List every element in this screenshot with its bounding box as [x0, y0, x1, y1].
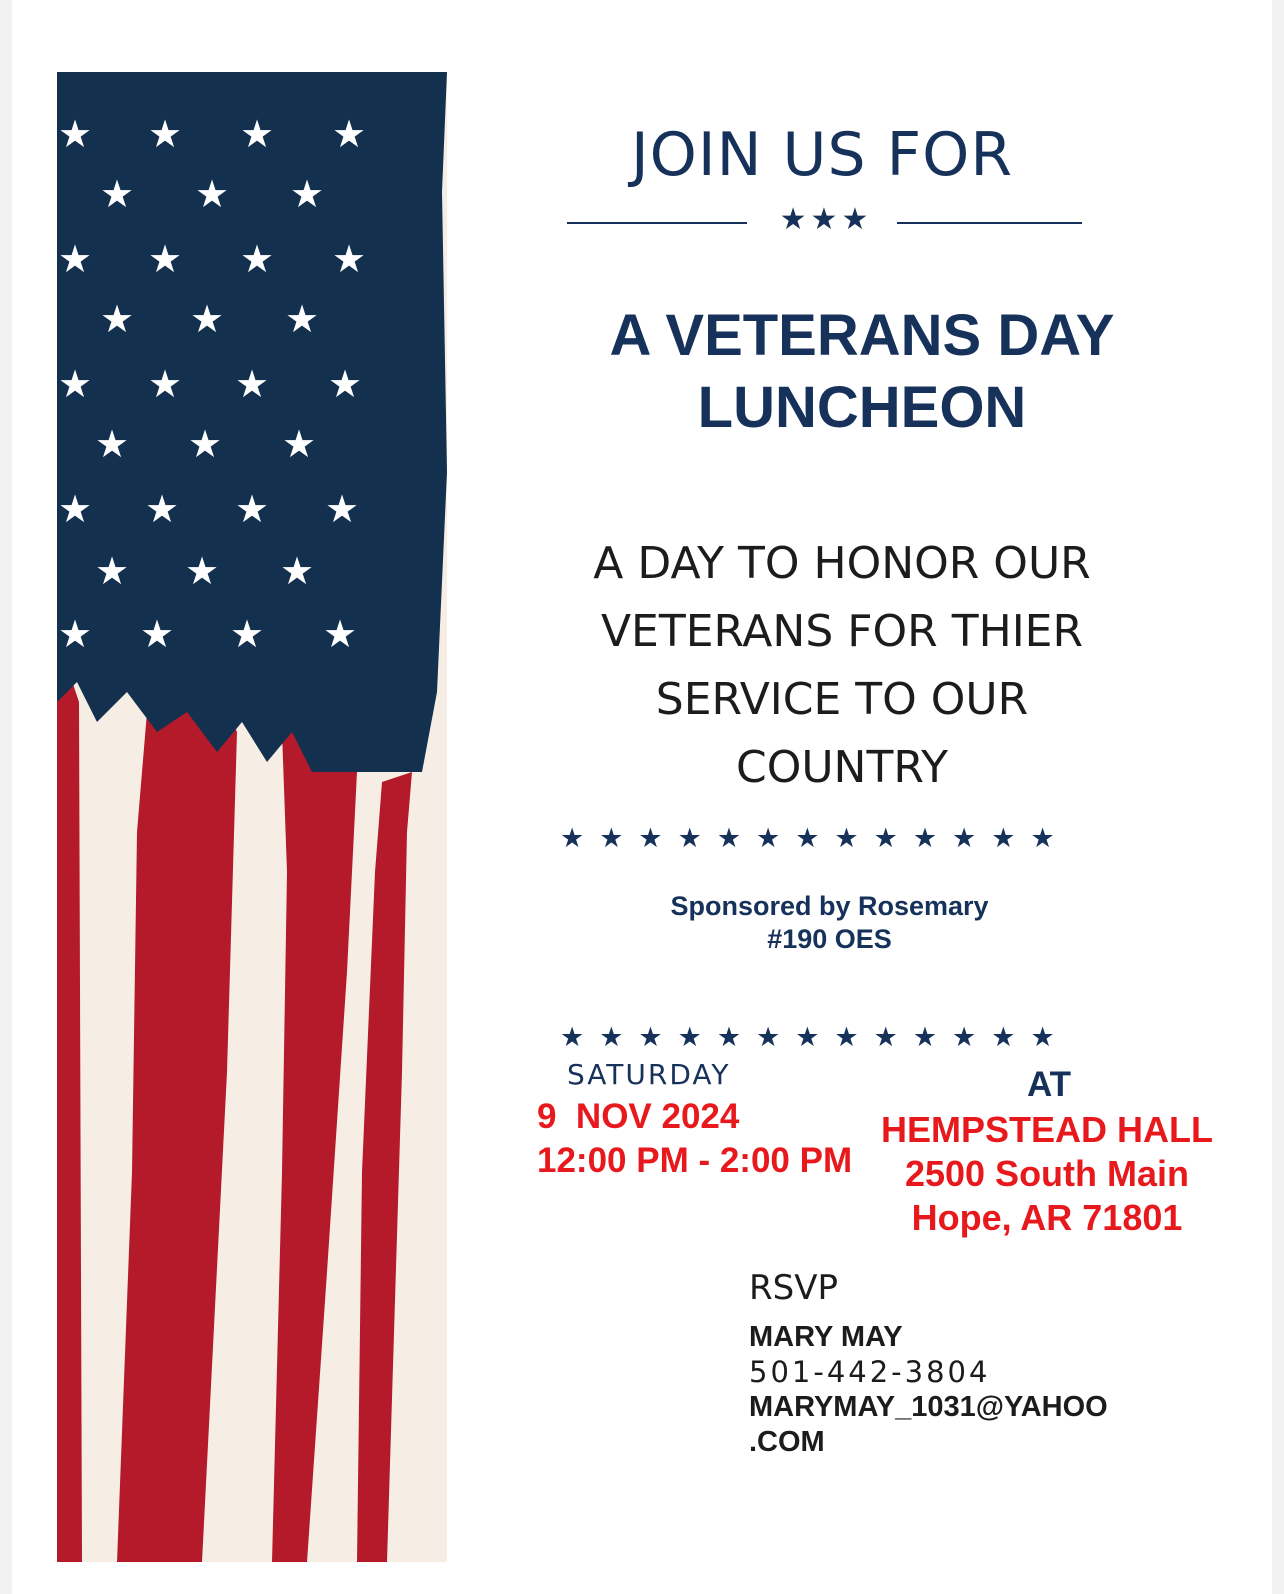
svg-text:★: ★: [331, 112, 367, 156]
venue-name: HEMPSTEAD HALL: [881, 1109, 1213, 1150]
contact-name: MARY MAY: [749, 1321, 903, 1353]
venue-address: [877, 1108, 1217, 1240]
svg-text:★: ★: [281, 422, 317, 466]
svg-text:★: ★: [147, 112, 183, 156]
svg-text:★: ★: [324, 487, 360, 531]
american-flag-illustration: [57, 72, 447, 1562]
svg-text:★: ★: [322, 612, 358, 656]
svg-text:★: ★: [187, 422, 223, 466]
svg-text:★: ★: [239, 112, 275, 156]
star-row-divider-icon: ★★★★★★★★★★★★★: [560, 823, 1070, 854]
svg-text:★: ★: [279, 549, 315, 593]
svg-text:★: ★: [284, 297, 320, 341]
svg-text:★: ★: [289, 172, 325, 216]
divider-stars-icon: ★★★: [779, 202, 873, 237]
divider-line-right: [897, 222, 1082, 224]
contact-email-line2: .COM: [749, 1426, 825, 1458]
svg-text:★: ★: [57, 237, 93, 281]
svg-text:★: ★: [189, 297, 225, 341]
svg-text:★: ★: [229, 612, 265, 656]
svg-text:★: ★: [234, 487, 270, 531]
subtitle-line: VETERANS FOR THIER: [600, 606, 1084, 657]
svg-text:★: ★: [99, 172, 135, 216]
svg-text:★: ★: [139, 612, 175, 656]
sponsor-line1: Sponsored by Rosemary: [670, 891, 989, 921]
at-label: AT: [1027, 1065, 1072, 1104]
svg-text:★: ★: [94, 549, 130, 593]
svg-text:★: ★: [144, 487, 180, 531]
event-subtitle: [512, 530, 1172, 802]
svg-text:★: ★: [57, 362, 93, 406]
flag-stripe: [57, 672, 82, 1562]
svg-text:★: ★: [147, 362, 183, 406]
venue-street: 2500 South Main: [904, 1153, 1190, 1194]
event-title: [552, 300, 1172, 444]
svg-text:★: ★: [194, 172, 230, 216]
event-date-time: [537, 1095, 852, 1183]
contact-email-line1: MARYMAY_1031@YAHOO: [749, 1391, 1108, 1423]
svg-text:★: ★: [57, 487, 93, 531]
sponsor-text: [612, 890, 1047, 956]
svg-text:★: ★: [234, 362, 270, 406]
svg-text:★: ★: [57, 612, 93, 656]
svg-text:★: ★: [94, 422, 130, 466]
event-title-line2: LUNCHEON: [697, 375, 1027, 440]
svg-text:★: ★: [331, 237, 367, 281]
flyer-page: [12, 0, 1272, 1594]
svg-text:★: ★: [147, 237, 183, 281]
subtitle-line: COUNTRY: [736, 742, 948, 793]
rsvp-contact: [749, 1320, 1108, 1460]
svg-text:★: ★: [57, 112, 93, 156]
svg-text:★: ★: [239, 237, 275, 281]
svg-text:★: ★: [327, 362, 363, 406]
event-time: 12:00 PM - 2:00 PM: [537, 1141, 853, 1180]
contact-phone: 501-442-3804: [749, 1355, 991, 1389]
svg-text:★: ★: [184, 549, 220, 593]
subtitle-line: A DAY TO HONOR OUR: [593, 538, 1091, 589]
star-row-divider-icon: ★★★★★★★★★★★★★: [560, 1022, 1070, 1053]
svg-text:★: ★: [99, 297, 135, 341]
sponsor-line2: #190 OES: [767, 924, 892, 954]
event-day: SATURDAY: [567, 1058, 731, 1091]
divider-line-left: [567, 222, 747, 224]
event-title-line1: A VETERANS DAY: [609, 303, 1115, 368]
heading-join-us: JOIN US FOR: [630, 120, 1014, 190]
subtitle-line: SERVICE TO OUR: [655, 674, 1029, 725]
rsvp-label: RSVP: [749, 1268, 838, 1308]
heading-divider: [567, 200, 1082, 240]
venue-city: Hope, AR 71801: [911, 1197, 1183, 1238]
event-date: 9 NOV 2024: [537, 1097, 740, 1136]
